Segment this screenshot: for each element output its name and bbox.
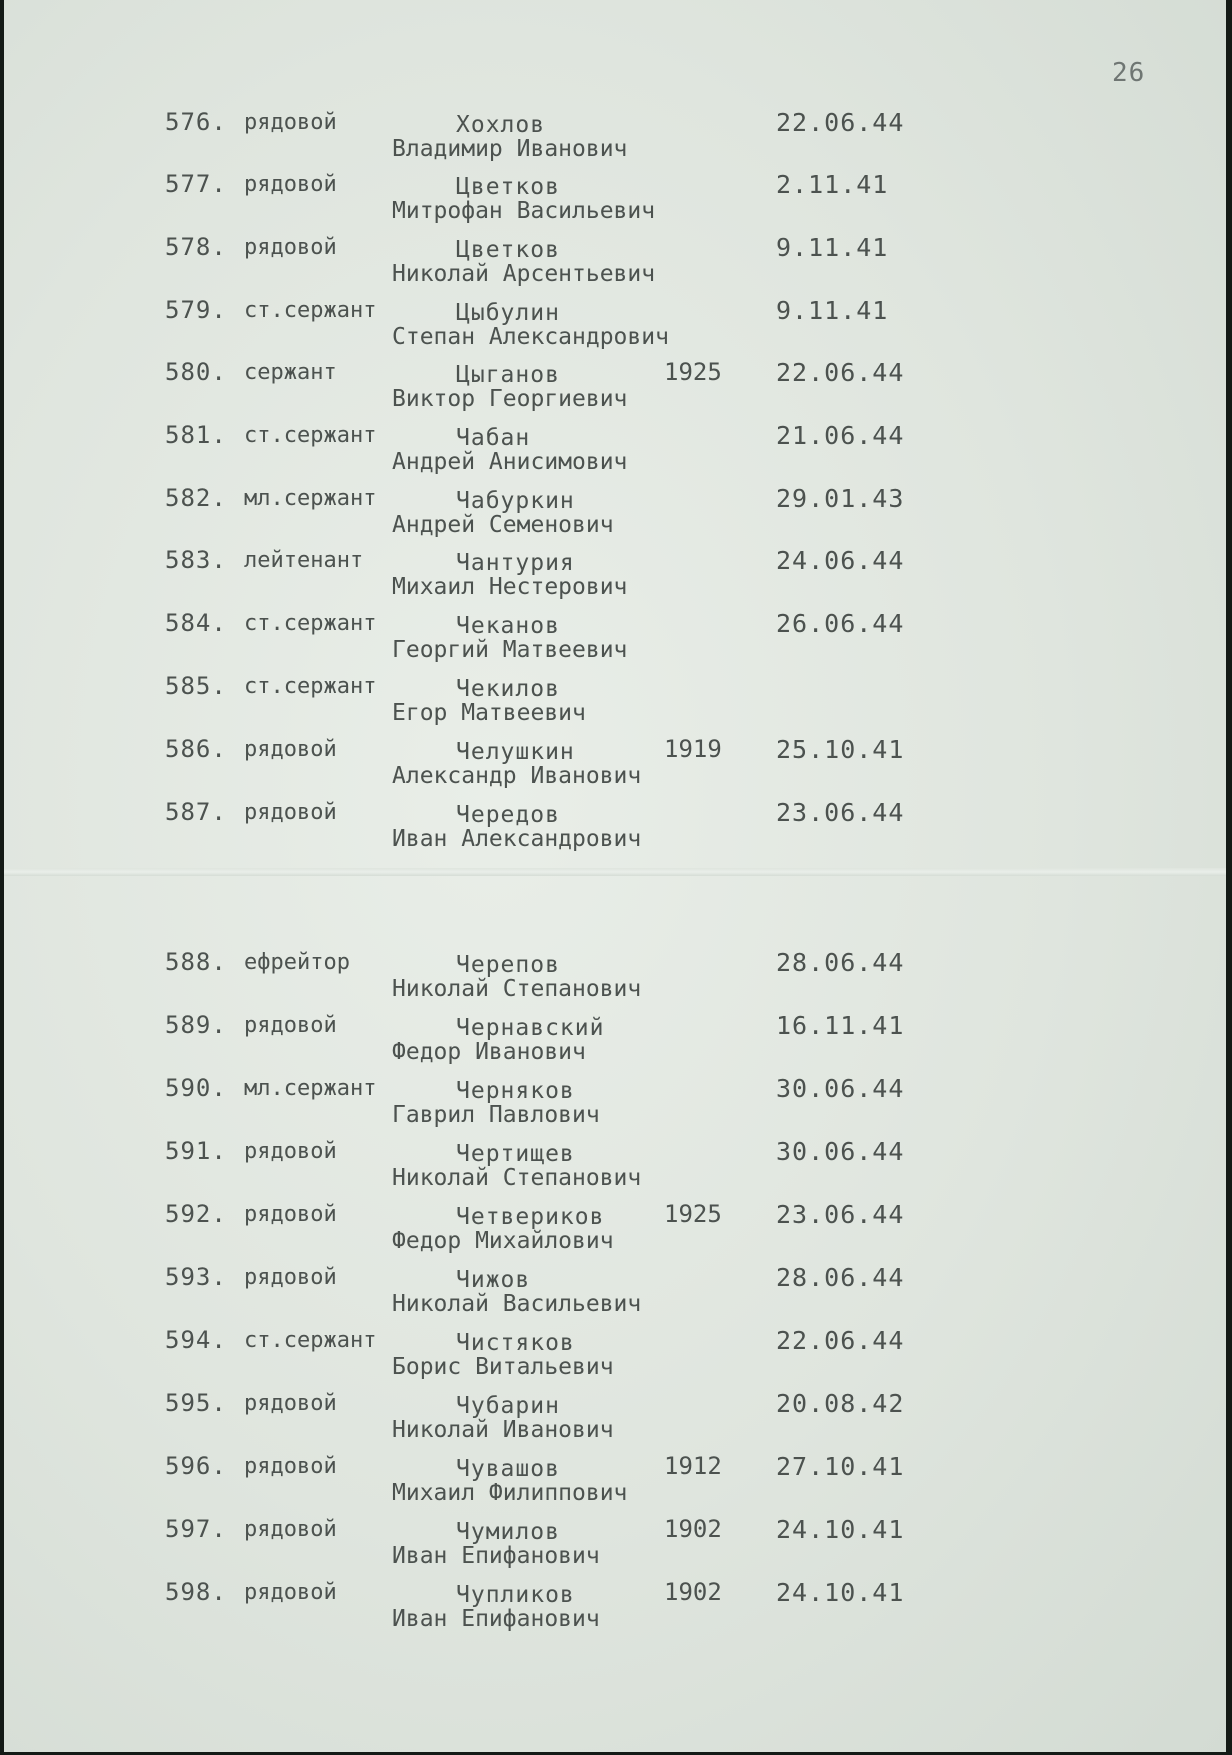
list-item bbox=[4, 1515, 1226, 1575]
list-item bbox=[4, 609, 1226, 669]
entry-surname: Чернавский bbox=[456, 1015, 605, 1041]
entry-num: 597. bbox=[165, 1515, 227, 1543]
entry-surname: Чупликов bbox=[456, 1582, 575, 1608]
entry-date: 30.06.44 bbox=[776, 1137, 905, 1166]
entry-rank: рядовой bbox=[244, 1202, 337, 1227]
entry-num: 593. bbox=[165, 1263, 227, 1291]
entry-num: 584. bbox=[165, 609, 227, 637]
entry-given: Степан Александрович bbox=[392, 324, 669, 350]
entry-given: Георгий Матвеевич bbox=[392, 637, 628, 663]
entry-rank: рядовой bbox=[244, 1139, 337, 1164]
entry-year: 1925 bbox=[664, 1200, 722, 1228]
list-item bbox=[4, 1389, 1226, 1449]
entry-surname: Хохлов bbox=[456, 112, 546, 138]
list-item bbox=[4, 421, 1226, 481]
list-item bbox=[4, 170, 1226, 230]
list-item bbox=[4, 233, 1226, 293]
entry-num: 592. bbox=[165, 1200, 227, 1228]
entry-rank: ефрейтор bbox=[244, 950, 350, 975]
entry-rank: рядовой bbox=[244, 1580, 337, 1605]
entry-rank: лейтенант bbox=[244, 548, 364, 573]
entry-num: 594. bbox=[165, 1326, 227, 1354]
entry-rank: рядовой bbox=[244, 172, 337, 197]
entry-rank: рядовой bbox=[244, 1265, 337, 1290]
entry-rank: сержант bbox=[244, 360, 337, 385]
entry-given: Михаил Нестерович bbox=[392, 574, 628, 600]
entry-surname: Цветков bbox=[456, 174, 560, 200]
list-item bbox=[4, 358, 1226, 418]
entry-surname: Чеканов bbox=[456, 613, 560, 639]
entry-date: 24.06.44 bbox=[776, 546, 905, 575]
entry-surname: Чубарин bbox=[456, 1393, 560, 1419]
entry-given: Андрей Семенович bbox=[392, 512, 614, 538]
entry-date: 24.10.41 bbox=[776, 1515, 905, 1544]
list-item bbox=[4, 1137, 1226, 1197]
entry-date: 22.06.44 bbox=[776, 108, 905, 137]
entry-date: 9.11.41 bbox=[776, 296, 889, 325]
entry-surname: Чистяков bbox=[456, 1330, 575, 1356]
entry-date: 23.06.44 bbox=[776, 798, 905, 827]
entry-surname: Цыганов bbox=[456, 362, 560, 388]
list-item bbox=[4, 1263, 1226, 1323]
entry-given: Егор Матвеевич bbox=[392, 700, 586, 726]
entry-rank: рядовой bbox=[244, 800, 337, 825]
entry-date: 20.08.42 bbox=[776, 1389, 905, 1418]
entry-given: Иван Епифанович bbox=[392, 1606, 600, 1632]
entry-date: 27.10.41 bbox=[776, 1452, 905, 1481]
list-item bbox=[4, 108, 1226, 168]
entry-surname: Цыбулин bbox=[456, 300, 560, 326]
entry-given: Николай Степанович bbox=[392, 1165, 642, 1191]
page-number: 26 bbox=[1112, 58, 1146, 88]
entry-num: 583. bbox=[165, 546, 227, 574]
entry-date: 24.10.41 bbox=[776, 1578, 905, 1607]
entry-num: 598. bbox=[165, 1578, 227, 1606]
entry-year: 1919 bbox=[664, 735, 722, 763]
entry-year: 1925 bbox=[664, 358, 722, 386]
entry-surname: Чередов bbox=[456, 802, 560, 828]
entry-given: Иван Александрович bbox=[392, 826, 642, 852]
entry-surname: Четвериков bbox=[456, 1204, 605, 1230]
entry-given: Андрей Анисимович bbox=[392, 449, 628, 475]
entry-date: 22.06.44 bbox=[776, 1326, 905, 1355]
entry-rank: рядовой bbox=[244, 737, 337, 762]
entry-given: Виктор Георгиевич bbox=[392, 386, 628, 412]
entry-num: 590. bbox=[165, 1074, 227, 1102]
entry-surname: Черепов bbox=[456, 952, 560, 978]
entry-num: 588. bbox=[165, 948, 227, 976]
entry-num: 591. bbox=[165, 1137, 227, 1165]
entry-num: 580. bbox=[165, 358, 227, 386]
entry-num: 577. bbox=[165, 170, 227, 198]
entry-date: 28.06.44 bbox=[776, 948, 905, 977]
list-item bbox=[4, 1578, 1226, 1638]
entry-rank: мл.сержант bbox=[244, 1076, 377, 1101]
entry-date: 21.06.44 bbox=[776, 421, 905, 450]
entry-num: 586. bbox=[165, 735, 227, 763]
list-item bbox=[4, 1011, 1226, 1071]
entry-surname: Цветков bbox=[456, 237, 560, 263]
entry-surname: Чекилов bbox=[456, 676, 560, 702]
entry-rank: рядовой bbox=[244, 1517, 337, 1542]
entry-given: Николай Степанович bbox=[392, 976, 642, 1002]
entry-num: 582. bbox=[165, 484, 227, 512]
entry-rank: рядовой bbox=[244, 110, 337, 135]
entry-given: Михаил Филиппович bbox=[392, 1480, 628, 1506]
entry-num: 589. bbox=[165, 1011, 227, 1039]
entry-date: 29.01.43 bbox=[776, 484, 905, 513]
document-page bbox=[4, 0, 1226, 1752]
entry-surname: Чабуркин bbox=[456, 488, 575, 514]
entry-given: Николай Арсентьевич bbox=[392, 261, 656, 287]
entry-num: 587. bbox=[165, 798, 227, 826]
entry-date: 16.11.41 bbox=[776, 1011, 905, 1040]
list-item bbox=[4, 1326, 1226, 1386]
entry-surname: Челушкин bbox=[456, 739, 575, 765]
entry-given: Гаврил Павлович bbox=[392, 1102, 600, 1128]
entry-given: Николай Иванович bbox=[392, 1417, 614, 1443]
entry-given: Федор Иванович bbox=[392, 1039, 586, 1065]
entry-given: Александр Иванович bbox=[392, 763, 642, 789]
entry-date: 2.11.41 bbox=[776, 170, 889, 199]
entry-given: Иван Епифанович bbox=[392, 1543, 600, 1569]
entry-num: 595. bbox=[165, 1389, 227, 1417]
entry-surname: Черняков bbox=[456, 1078, 575, 1104]
entry-rank: ст.сержант bbox=[244, 298, 377, 323]
entry-year: 1902 bbox=[664, 1515, 722, 1543]
list-item bbox=[4, 484, 1226, 544]
entry-given: Владимир Иванович bbox=[392, 136, 628, 162]
entry-date: 9.11.41 bbox=[776, 233, 889, 262]
entry-date: 26.06.44 bbox=[776, 609, 905, 638]
entry-given: Митрофан Васильевич bbox=[392, 198, 656, 224]
entry-given: Николай Васильевич bbox=[392, 1291, 642, 1317]
entry-num: 578. bbox=[165, 233, 227, 261]
entry-surname: Чертищев bbox=[456, 1141, 575, 1167]
entry-given: Федор Михайлович bbox=[392, 1228, 614, 1254]
entry-rank: мл.сержант bbox=[244, 486, 377, 511]
entry-date: 28.06.44 bbox=[776, 1263, 905, 1292]
list-item bbox=[4, 1452, 1226, 1512]
entry-date: 25.10.41 bbox=[776, 735, 905, 764]
entry-num: 596. bbox=[165, 1452, 227, 1480]
list-item bbox=[4, 1074, 1226, 1134]
entry-surname: Чантурия bbox=[456, 550, 575, 576]
entry-year: 1912 bbox=[664, 1452, 722, 1480]
list-item bbox=[4, 296, 1226, 356]
entry-num: 579. bbox=[165, 296, 227, 324]
entry-surname: Чувашов bbox=[456, 1456, 560, 1482]
entry-surname: Чабан bbox=[456, 425, 531, 451]
entry-surname: Чумилов bbox=[456, 1519, 560, 1545]
list-item bbox=[4, 798, 1226, 858]
entry-rank: рядовой bbox=[244, 235, 337, 260]
list-item bbox=[4, 1200, 1226, 1260]
entry-year: 1902 bbox=[664, 1578, 722, 1606]
entry-rank: рядовой bbox=[244, 1391, 337, 1416]
list-item bbox=[4, 546, 1226, 606]
entry-rank: ст.сержант bbox=[244, 1328, 377, 1353]
entry-date: 30.06.44 bbox=[776, 1074, 905, 1103]
entry-num: 576. bbox=[165, 108, 227, 136]
entry-given: Борис Витальевич bbox=[392, 1354, 614, 1380]
entry-rank: рядовой bbox=[244, 1013, 337, 1038]
entry-surname: Чижов bbox=[456, 1267, 531, 1293]
list-item bbox=[4, 735, 1226, 795]
entry-num: 585. bbox=[165, 672, 227, 700]
entry-rank: ст.сержант bbox=[244, 423, 377, 448]
entry-date: 22.06.44 bbox=[776, 358, 905, 387]
entry-num: 581. bbox=[165, 421, 227, 449]
paper-fold bbox=[4, 868, 1226, 876]
entry-rank: ст.сержант bbox=[244, 674, 377, 699]
list-item bbox=[4, 672, 1226, 732]
entry-rank: рядовой bbox=[244, 1454, 337, 1479]
entry-date: 23.06.44 bbox=[776, 1200, 905, 1229]
entry-rank: ст.сержант bbox=[244, 611, 377, 636]
list-item bbox=[4, 948, 1226, 1008]
